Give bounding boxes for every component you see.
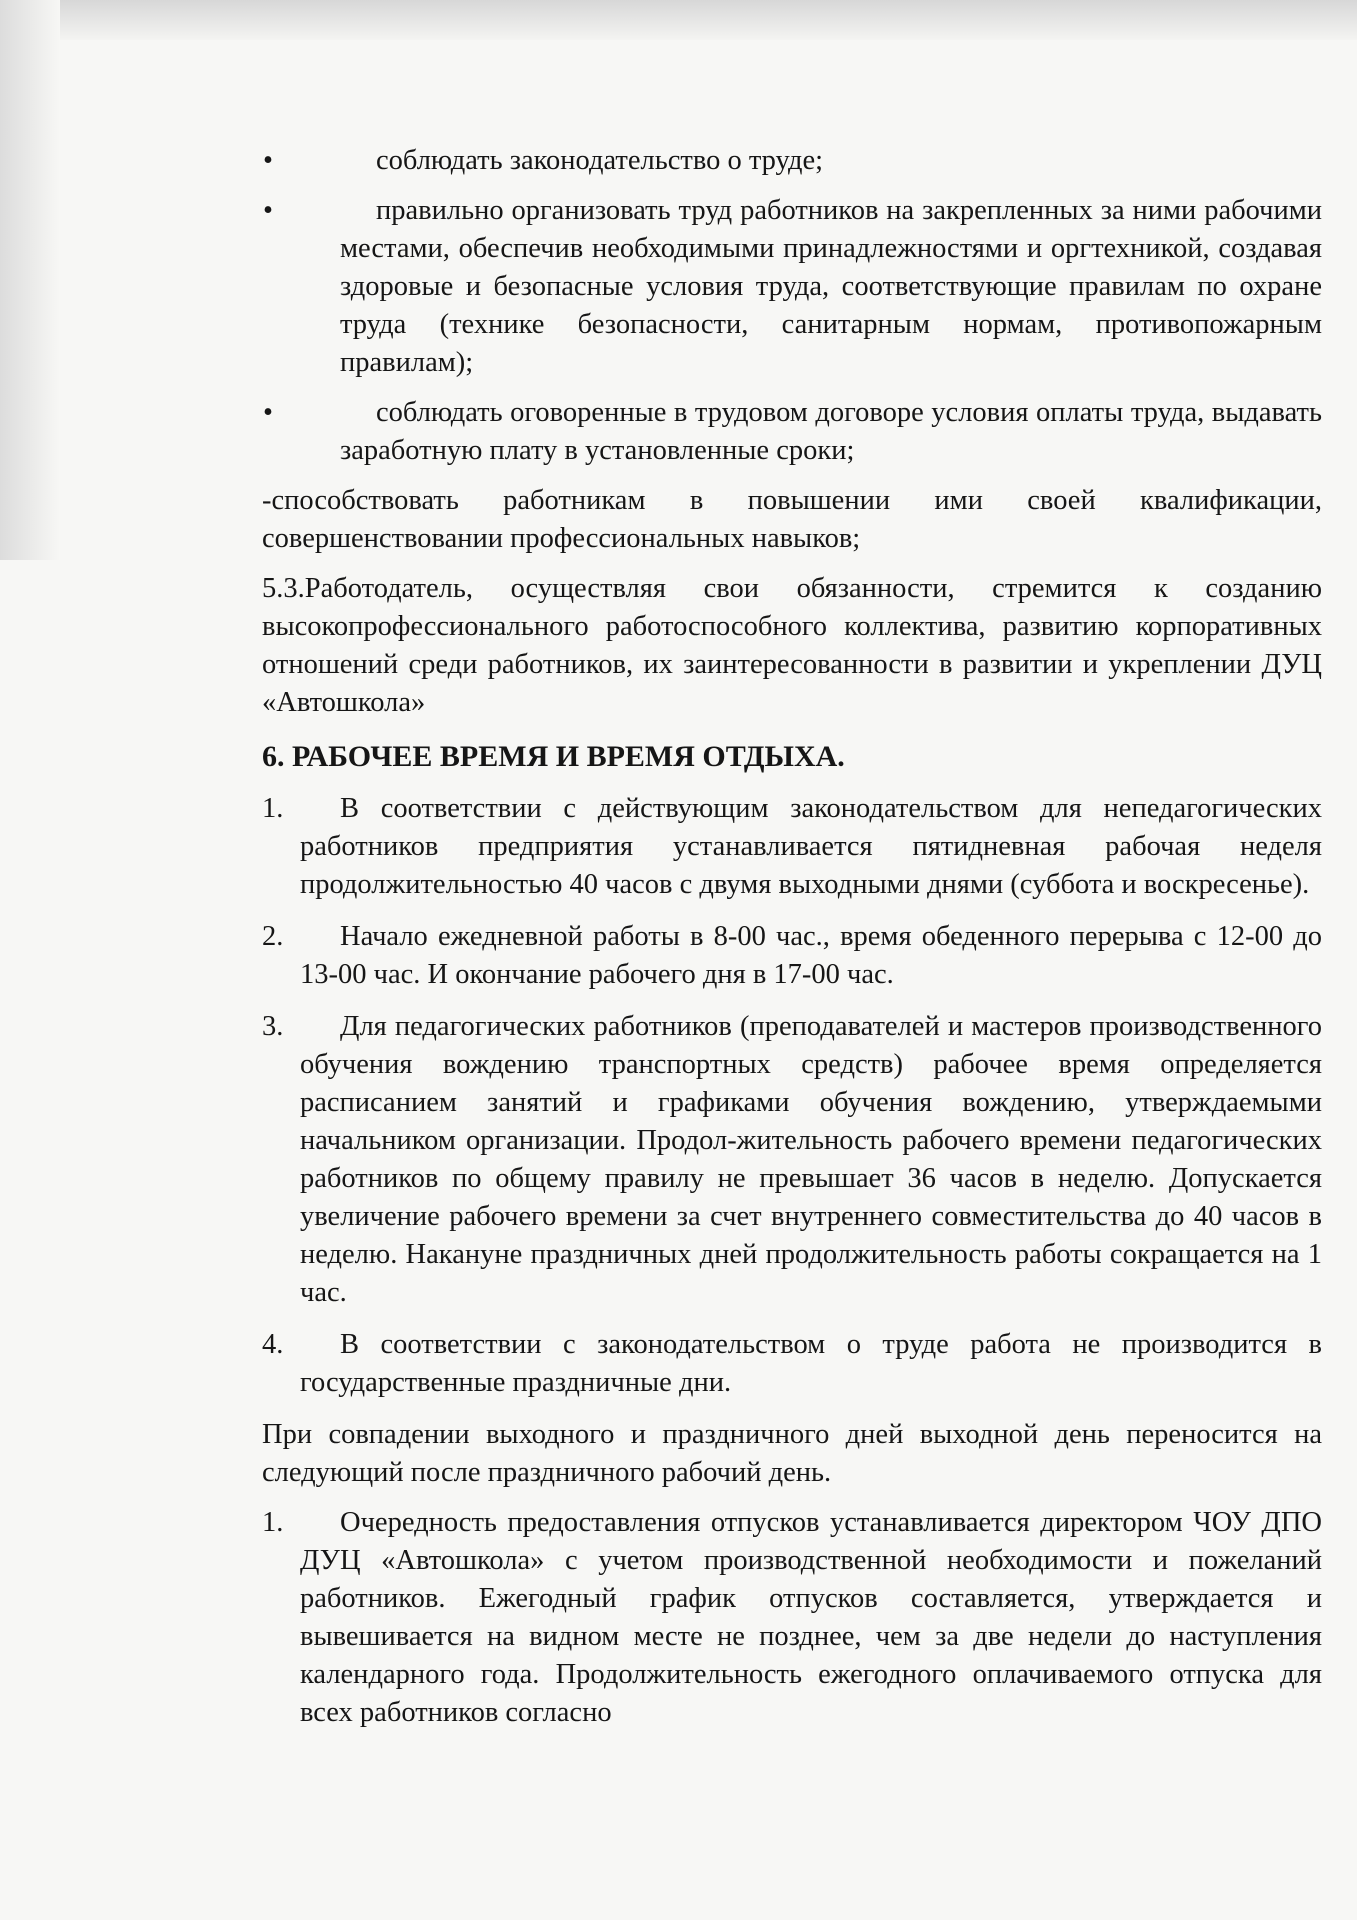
bullet-mark: •	[263, 145, 273, 176]
bullet-mark: •	[263, 195, 273, 226]
item-text: Для педагогических работников (преподавателей и мастеров производственного обучения вождению транспортных средств) рабочее время определяется расписанием занятий и графиками обучения вождению, утверждаемыми начальником организации. Продол-жительность рабочего времени педагогических работников по общему правилу не превышает 36 часов в неделю. Допускается увеличение рабочего времени за счет внутреннего совместительства до 40 часов в неделю. Накануне праздничных дней продолжительность работы сокращается на 1 час.	[300, 1011, 1322, 1308]
numbered-item	[262, 918, 1322, 994]
bullet-item	[262, 394, 1322, 470]
paragraph-qualification: -способствовать работникам в повышении ими своей квалификации, совершенствовании профессиональных навыков;	[262, 485, 1322, 554]
item-text: В соответствии с действующим законодательством для непедагогических работников предприятия устанавливается пятидневная рабочая неделя продолжительностью 40 часов с двумя выходными днями (суббота и воскресенье).	[300, 793, 1322, 900]
item-number: 2.	[262, 921, 284, 952]
paragraph-5-3: 5.3.Работодатель, осуществляя свои обязанности, стремится к созданию высокопрофессионального работоспособного коллектива, развитию корпоративных отношений среди работников, их заинтересованности в развитии и укреплении ДУЦ «Автошкола»	[262, 573, 1322, 718]
bullet-text: соблюдать оговоренные в трудовом договоре условия оплаты труда, выдавать заработную плату в установленные сроки;	[340, 397, 1322, 466]
bullet-text: правильно организовать труд работников на закрепленных за ними рабочими местами, обеспечив необходимыми принадлежностями и оргтехникой, создавая здоровые и безопасные условия труда, соответствующие правилам по охране труда (технике безопасности, санитарным нормам, противопожарным правилам);	[340, 195, 1322, 378]
item-text: Очередность предоставления отпусков устанавливается директором ЧОУ ДПО ДУЦ «Автошкола» с учетом производственной необходимости и пожеланий работников. Ежегодный график отпусков составляется, утверждается и вывешивается на видном месте не позднее, чем за две недели до наступления календарного года. Продолжительность ежегодного оплачиваемого отпуска для всех работников согласно	[300, 1507, 1322, 1728]
item-text: В соответствии с законодательством о труде работа не производится в государственные праздничные дни.	[300, 1329, 1322, 1398]
numbered-item	[262, 1504, 1322, 1732]
scan-left-shadow	[0, 0, 60, 560]
paragraph-holidays: При совпадении выходного и праздничного дней выходной день переносится на следующий после праздничного рабочий день.	[262, 1419, 1322, 1488]
item-number: 3.	[262, 1011, 284, 1042]
section-heading: 6. РАБОЧЕЕ ВРЕМЯ И ВРЕМЯ ОТДЫХА.	[262, 740, 845, 773]
item-number: 1.	[262, 793, 284, 824]
numbered-item	[262, 790, 1322, 904]
bullet-mark: •	[263, 397, 273, 428]
item-number: 1.	[262, 1507, 284, 1538]
numbered-item	[262, 1326, 1322, 1402]
document-body	[262, 142, 1322, 1746]
scan-top-edge	[0, 0, 1357, 40]
item-number: 4.	[262, 1329, 284, 1360]
bullet-item	[262, 142, 1322, 180]
numbered-item	[262, 1008, 1322, 1312]
item-text: Начало ежедневной работы в 8-00 час., время обеденного перерыва с 12-00 до 13-00 час. И окончание рабочего дня в 17-00 час.	[300, 921, 1322, 990]
bullet-item	[262, 192, 1322, 382]
bullet-text: соблюдать законодательство о труде;	[376, 145, 824, 176]
